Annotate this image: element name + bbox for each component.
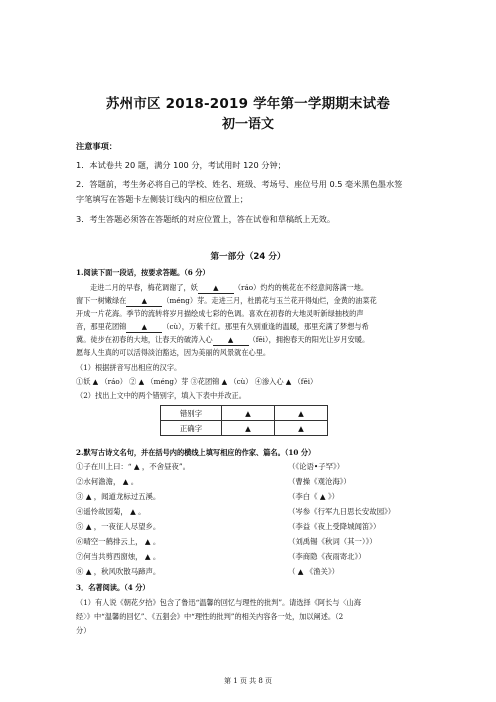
q3-text-1: （1）有人说《朝花夕拾》包含了鲁迅“温馨的回忆与理性的批判”。请选择《阿长与〈山海	[76, 598, 362, 607]
q1-passage-line-1	[76, 281, 428, 294]
note-item-2: 2．答题前，考生务必将自己的学校、姓名、班级、考场号、座位号用 0.5 毫米黑色墨水签	[76, 179, 403, 189]
passage-text: 冀。徒步在初春的大地，让春天的破涛入心	[76, 335, 213, 344]
typo-table	[160, 405, 328, 436]
q1-sub1-answers: ①妖 ▲ （ráo） ② ▲ （méng）芽 ③花团锦 ▲ （cù） ④渗入心 ▲ （fēi）	[76, 377, 318, 386]
poem-line-left: ⑤ ▲ ，一夜征人尽望乡。	[76, 522, 161, 531]
poem-line-right: （李白《 ▲ 》）	[288, 492, 340, 501]
note-item-1: 1．本试卷共 20 题，满分 100 分，考试用时 120 分钟；	[76, 160, 286, 170]
page-title: 苏州市区 2018-2019 学年第一学期期末试卷	[105, 96, 391, 112]
q3-title: 3．名著阅读。（4 分）	[76, 583, 150, 592]
answer-blank[interactable]: ▲	[198, 283, 234, 294]
poem-line-right: （ ▲ 《渔关》）	[288, 567, 340, 576]
q1-passage-line-5	[76, 333, 428, 346]
passage-text: 窗下一树嫩绿在	[76, 296, 127, 305]
q3-text-3: 分）	[76, 626, 91, 635]
q1-passage-line-6: 愿每人生真的可以活得淡泊豁达，因为美丽的风景就在心里。	[76, 348, 271, 357]
table-cell: 错别字	[161, 406, 222, 421]
q1-passage-line-3: 开成一片花海。季节的流转将岁月描绘成七彩的色调。喜欢在初春的大地灵听新绿抽枝的声	[76, 309, 364, 318]
answer-blank[interactable]: ▲	[126, 322, 162, 333]
poem-line-left: ①子在川上曰：“ ▲ ，不舍昼夜”。	[76, 462, 191, 471]
passage-text: （cù），万紫千红。那里有久别重逢的温暖，那里充满了梦想与希	[162, 322, 369, 331]
table-row	[161, 421, 328, 436]
page-footer: 第 1 页 共 8 页	[223, 677, 273, 685]
poem-line-left: ⑥晴空一鹤排云上， ▲ 。	[76, 537, 161, 546]
passage-text: （fēi），拥抱春天的阳光让岁月安暖。	[248, 335, 370, 344]
answer-blank[interactable]: ▲	[213, 335, 249, 346]
poem-line-left: ⑦何当共剪西窗烛， ▲ 。	[76, 552, 161, 561]
poem-line-right: （岑参《行军九日思长安故园》）	[288, 507, 396, 516]
q1-passage-line-4	[76, 320, 428, 333]
poem-line-right: （李商隐《夜雨寄北》）	[288, 552, 366, 561]
answer-cell[interactable]: ▲	[222, 421, 275, 436]
passage-text: （méng）芽。走进三月，杜鹃花与玉兰花开得灿烂，金黄的油菜花	[162, 296, 377, 305]
note-item-4: 3．考生答题必须答在答题纸的对应位置上，答在试卷和草稿纸上无效。	[76, 214, 336, 224]
poem-line-right: （《论语•子罕》）	[288, 462, 345, 471]
note-item-3: 字笔填写在答题卡左侧装订线内的相应位置上；	[76, 194, 248, 204]
answer-cell[interactable]: ▲	[222, 406, 275, 421]
q2-title: 2.默写古诗文名句，并在括号内的横线上填写相应的作家、篇名。（10 分）	[76, 448, 316, 457]
poem-line-left: ②水何澹澹， ▲ 。	[76, 477, 139, 486]
q3-text-2: 经〉》中“温馨的回忆”、《五猖会》中“理性的批判”的相关内容各一处，加以阐述。（2	[76, 612, 344, 621]
table-cell: 正确字	[161, 421, 222, 436]
poem-line-left: ④遥怜故园菊， ▲ 。	[76, 507, 146, 516]
part1-heading: 第一部分（24 分）	[210, 252, 286, 262]
answer-blank[interactable]: ▲	[126, 296, 162, 307]
poem-line-left: ⑧ ▲ ，秋风吹散马蹄声。	[76, 567, 161, 576]
poem-line-right: （刘禹锡《秋词（其一）》）	[288, 537, 377, 546]
page-subtitle: 初一语文	[221, 117, 274, 132]
poem-line-right: （曹操《观沧海》）	[288, 477, 351, 486]
passage-text: 走进二月的早春，梅花调谢了，妖	[90, 283, 198, 292]
answer-cell[interactable]: ▲	[275, 421, 328, 436]
q1-sub2: （2）找出上文中的两个错别字，填入下表中并改正。	[76, 391, 246, 400]
passage-text: 音，那里花团锦	[76, 322, 127, 331]
q1-passage-line-2	[76, 294, 428, 307]
table-row	[161, 406, 328, 421]
q1-sub1: （1）根据拼音写出相应的汉字。	[76, 363, 182, 372]
notes-heading: 注意事项：	[76, 141, 117, 151]
poem-line-left: ③ ▲ ，闻道龙标过五溪。	[76, 492, 161, 501]
poem-line-right: （李益《夜上受降城闻笛》）	[288, 522, 381, 531]
q1-title: 1.阅读下面一段话，按要求答题。（6 分）	[76, 268, 210, 277]
passage-text: （ráo）灼灼的桃花在不经意间落满一地。	[233, 283, 369, 292]
answer-cell[interactable]: ▲	[275, 406, 328, 421]
